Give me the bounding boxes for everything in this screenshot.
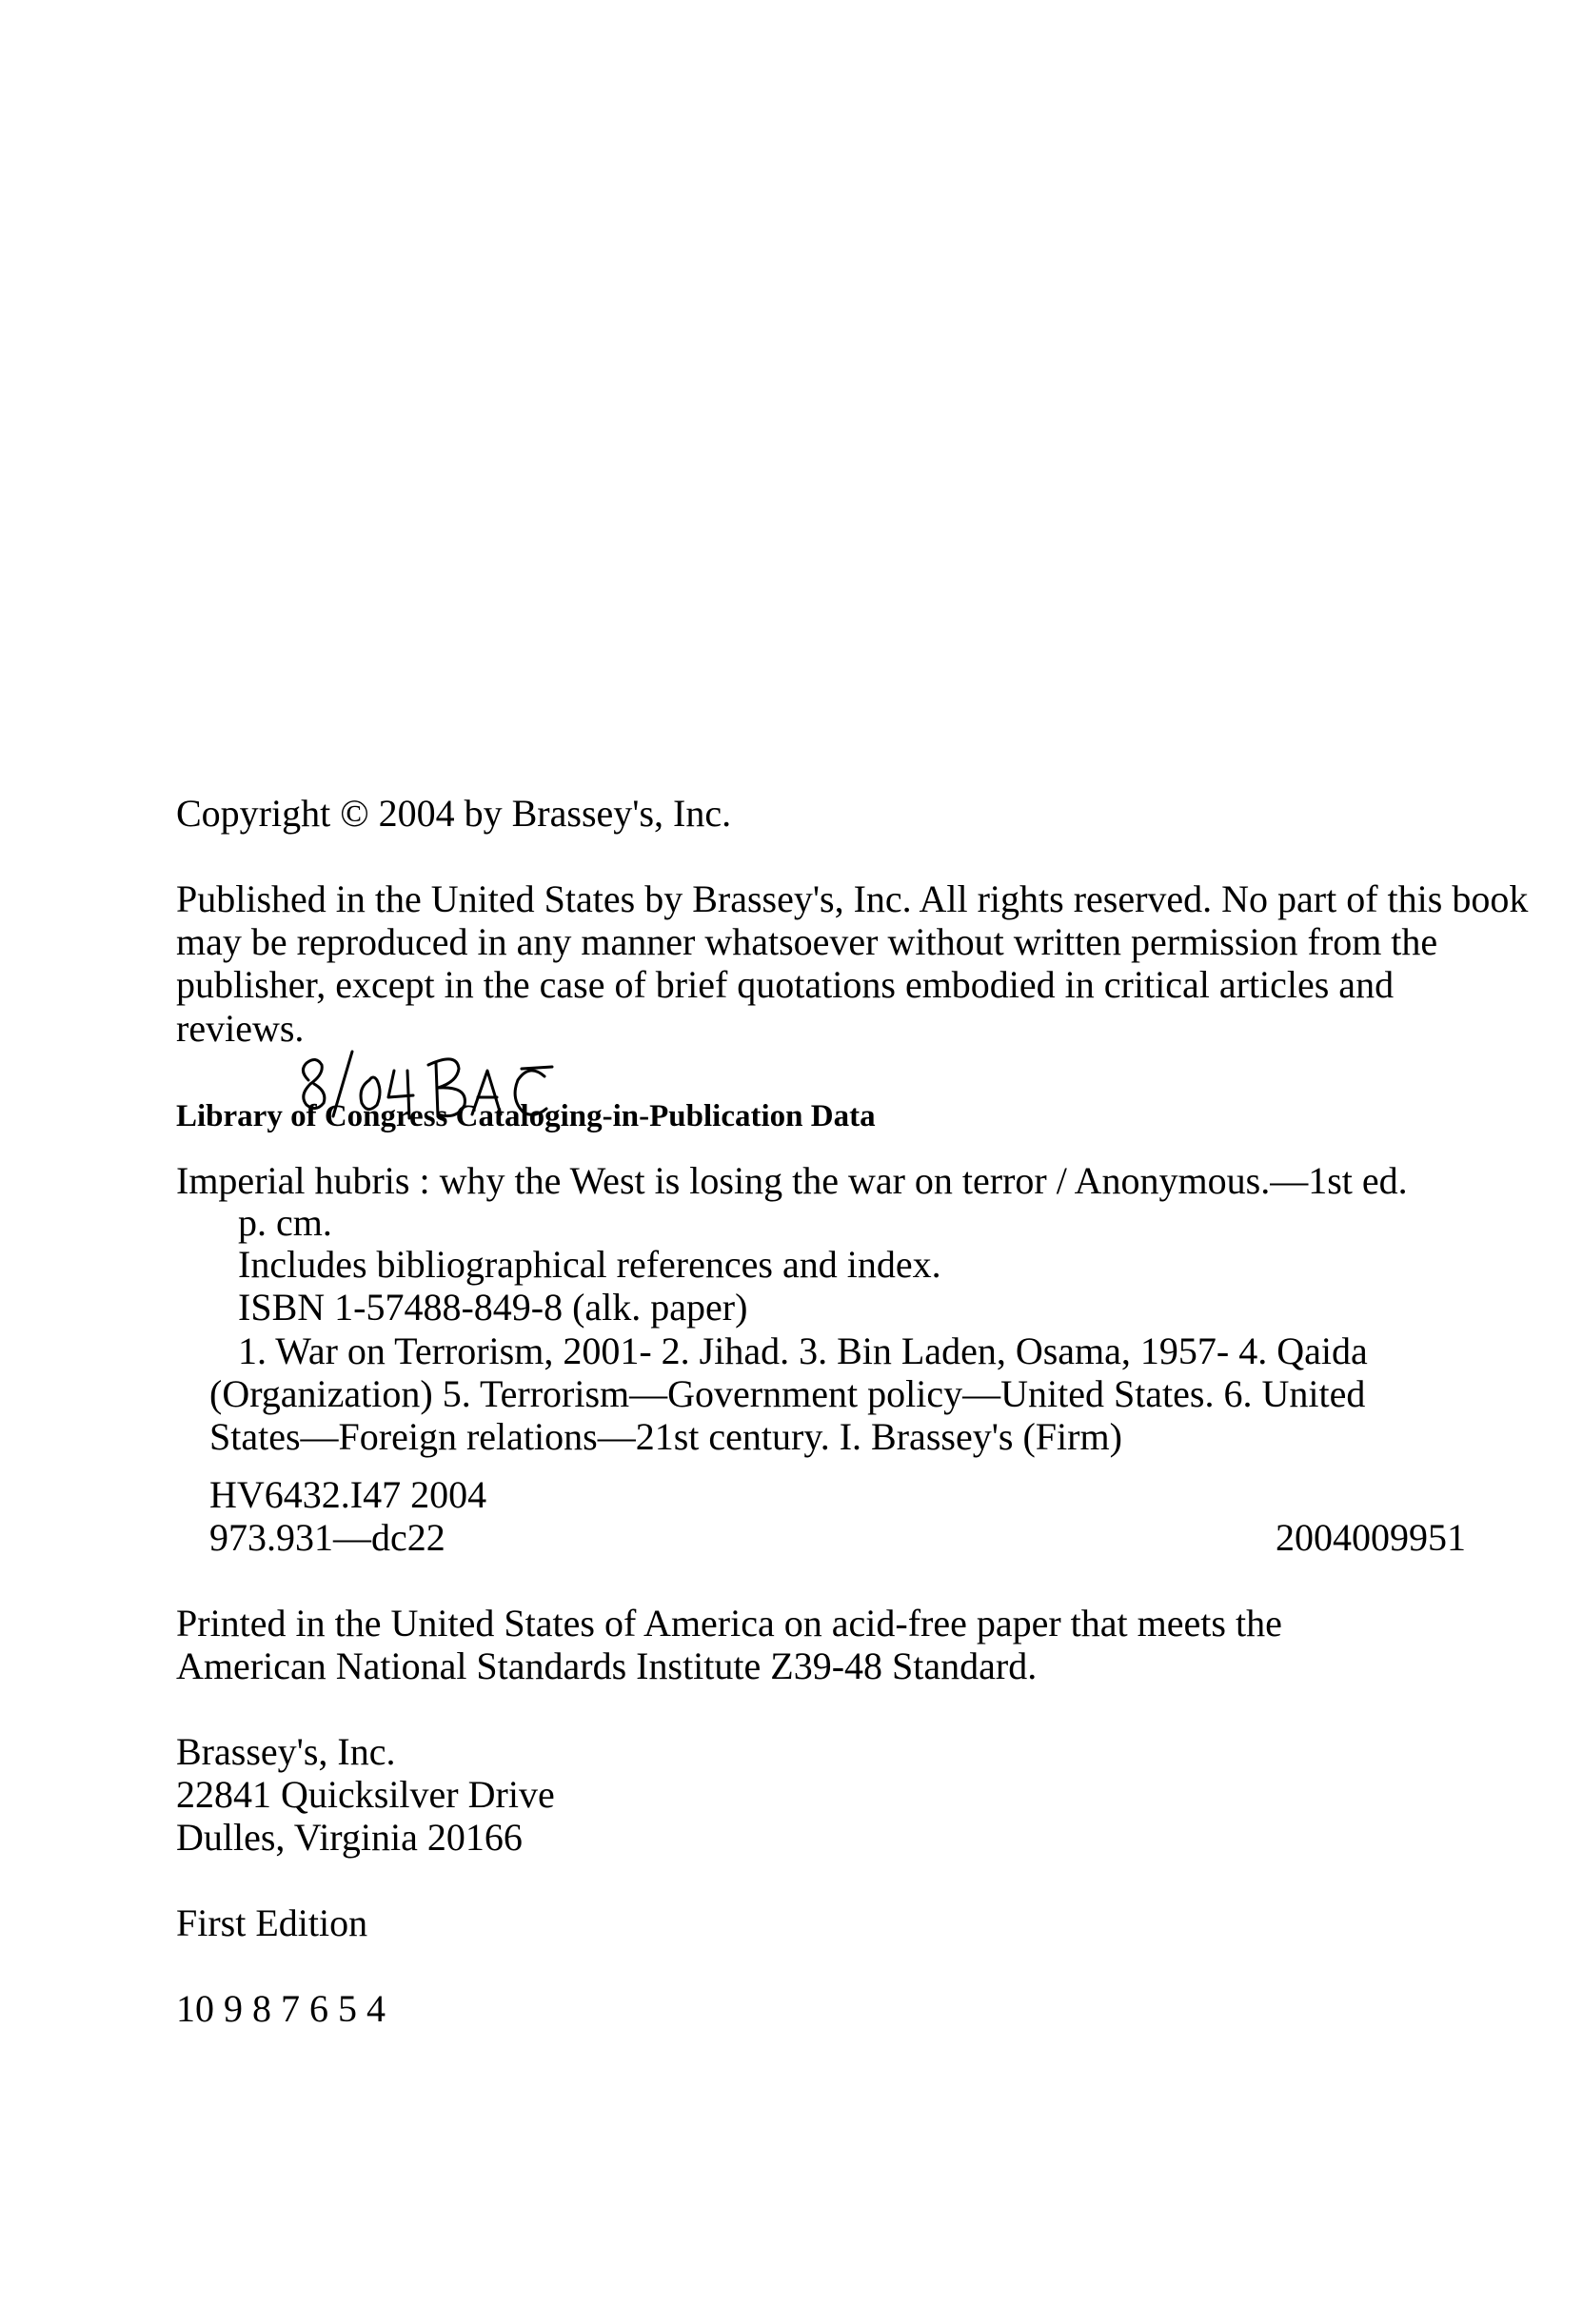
cip-heading: Library of Congress Cataloging-in-Publication Data xyxy=(176,1099,876,1133)
rights-paragraph-line-2: may be reproduced in any manner whatsoever without written permission from the xyxy=(176,920,1438,963)
printed-statement-line-1: Printed in the United States of America on acid-free paper that meets the xyxy=(176,1602,1282,1645)
cip-lccn: 2004009951 xyxy=(1276,1516,1466,1559)
cip-subjects-line-3: States—Foreign relations—21st century. I. Brassey's (Firm) xyxy=(209,1415,1122,1458)
cip-includes: Includes bibliographical references and index. xyxy=(238,1243,941,1286)
rights-paragraph-line-1: Published in the United States by Brassey's, Inc. All rights reserved. No part of this book xyxy=(176,877,1529,920)
cip-subjects-line-2: (Organization) 5. Terrorism—Government policy—United States. 6. United xyxy=(209,1372,1366,1415)
printing-line: 10 9 8 7 6 5 4 xyxy=(176,1987,386,2030)
cip-isbn: ISBN 1-57488-849-8 (alk. paper) xyxy=(238,1286,748,1329)
publisher-street: 22841 Quicksilver Drive xyxy=(176,1773,555,1816)
copyright-line: Copyright © 2004 by Brassey's, Inc. xyxy=(176,792,732,835)
rights-paragraph-line-3: publisher, except in the case of brief quotations embodied in critical articles and xyxy=(176,963,1395,1006)
cip-subjects-line-1: 1. War on Terrorism, 2001- 2. Jihad. 3. Bin Laden, Osama, 1957- 4. Qaida xyxy=(238,1329,1368,1372)
rights-paragraph-line-4: reviews. xyxy=(176,1007,305,1050)
cip-call-number: HV6432.I47 2004 xyxy=(209,1473,487,1516)
cip-pages: p. cm. xyxy=(238,1201,332,1244)
cip-dewey: 973.931—dc22 xyxy=(209,1516,445,1559)
publisher-name: Brassey's, Inc. xyxy=(176,1730,396,1773)
publisher-city: Dulles, Virginia 20166 xyxy=(176,1816,523,1859)
edition-statement: First Edition xyxy=(176,1901,368,1944)
printed-statement-line-2: American National Standards Institute Z39-48 Standard. xyxy=(176,1645,1038,1687)
cip-title-line: Imperial hubris : why the West is losing the war on terror / Anonymous.—1st ed. xyxy=(176,1159,1408,1202)
